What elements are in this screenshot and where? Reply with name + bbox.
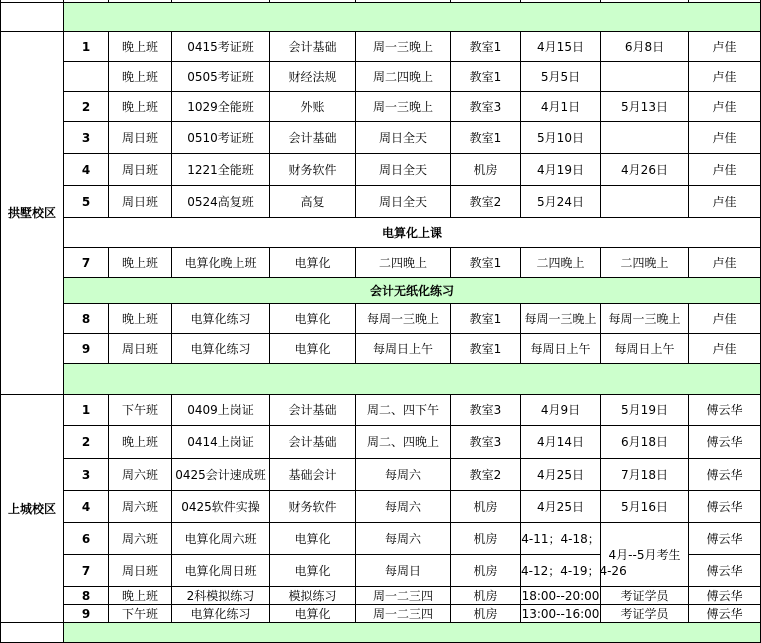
- table-row: 2 晚上班 0414上岗证 会计基础 周二、四晚上 教室3 4月14日 6月18日 傅云华: [1, 426, 761, 459]
- green-spacer-row: [1, 3, 761, 32]
- merged-exam-cell: 4月--5月考生: [601, 523, 689, 587]
- table-row: 晚上班 0505考证班 财经法规 周二四晚上 教室1 5月5日 卢佳: [1, 62, 761, 92]
- table-row: 6 周六班 电算化周六班 电算化 每周六 机房 4-11；4-18； 4月--5月考生 傅云华: [1, 523, 761, 555]
- table-row: 3 周日班 0510考证班 会计基础 周日全天 教室1 5月10日 卢佳: [1, 122, 761, 154]
- table-row: 8 晚上班 电算化练习 电算化 每周一三晚上 教室1 每周一三晚上 每周一三晚上 卢佳: [1, 304, 761, 334]
- table-row: 拱墅校区 1 晚上班 0415考证班 会计基础 周一三晚上 教室1 4月15日 6月8日 卢佳: [1, 32, 761, 62]
- table-row: 3 周六班 0425会计速成班 基础会计 每周六 教室2 4月25日 7月18日 傅云华: [1, 459, 761, 491]
- campus-label-shangcheng: 上城校区: [1, 395, 64, 623]
- table-row: 4 周日班 1221全能班 财务软件 周日全天 机房 4月19日 4月26日 卢佳: [1, 154, 761, 186]
- table-row: 7 晚上班 电算化晚上班 电算化 二四晚上 教室1 二四晚上 二四晚上 卢佳: [1, 248, 761, 278]
- table-row: 9 周日班 电算化练习 电算化 每周日上午 教室1 每周日上午 每周日上午 卢佳: [1, 334, 761, 364]
- section-row-diansuan: [1, 218, 761, 248]
- section-title: 会计无纸化练习: [64, 278, 761, 304]
- table-row: 4 周六班 0425软件实操 财务软件 每周六 机房 4月25日 5月16日 傅云华: [1, 491, 761, 523]
- table-row: 7 周日班 电算化周日班 电算化 每周日 机房 4-12；4-19；4-26 傅云华: [1, 555, 761, 587]
- table-row: 8 晚上班 2科模拟练习 模拟练习 周一二三四 机房 18:00--20:00 考证学员 傅云华: [1, 587, 761, 605]
- table-row: 9 下午班 电算化练习 电算化 周一二三四 机房 13:00--16:00 考证学员 傅云华: [1, 605, 761, 623]
- table-row: 2 晚上班 1029全能班 外账 周一三晚上 教室3 4月1日 5月13日 卢佳: [1, 92, 761, 122]
- table-row: 上城校区 1 下午班 0409上岗证 会计基础 周二、四下午 教室3 4月9日 5月19日 傅云华: [1, 395, 761, 426]
- section-title: 电算化上课: [64, 218, 761, 248]
- table-row: 5 周日班 0524高复班 高复 周日全天 教室2 5月24日 卢佳: [1, 186, 761, 218]
- section-row-wuzhihua: [1, 278, 761, 304]
- campus-label-gongshu: 拱墅校区: [1, 32, 64, 395]
- green-spacer-row: [1, 364, 761, 395]
- green-spacer-row: [1, 623, 761, 643]
